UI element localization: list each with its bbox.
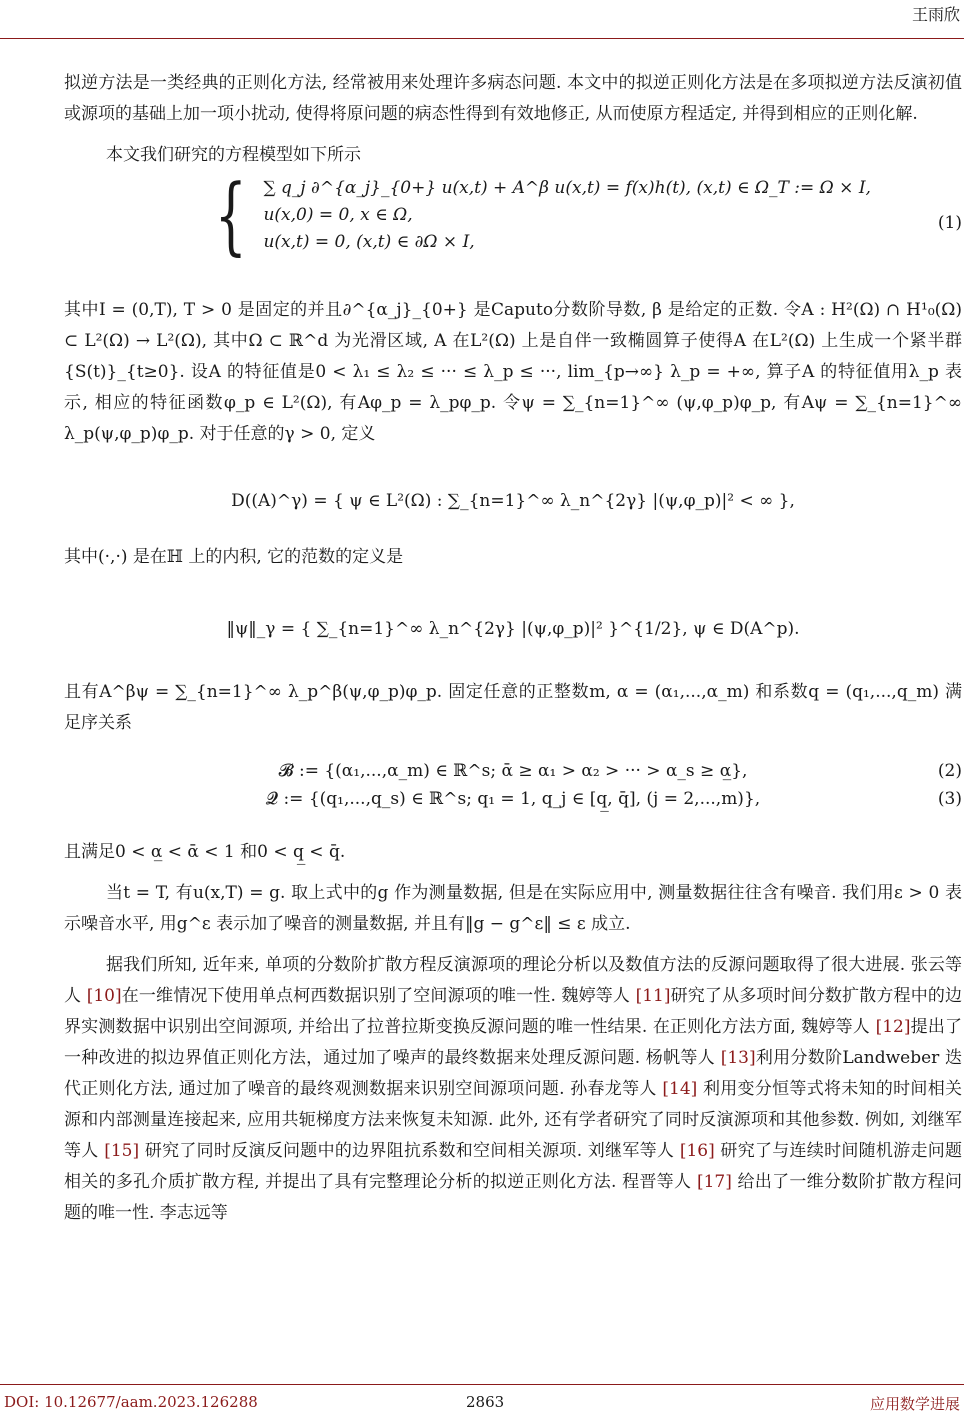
footer-page-number: 2863 [466,1393,505,1411]
paragraph-literature [64,950,962,1229]
citation-17[interactable]: [17] [696,1172,732,1192]
equation-2-number: (2) [937,761,962,781]
footer-doi-link[interactable]: DOI: 10.12677/aam.2023.126288 [4,1393,258,1411]
equation-3-number: (3) [937,789,962,809]
citation-15[interactable]: [15] [104,1141,140,1161]
equation-1-number: (1) [937,213,962,233]
equation-3-body: 𝓠 := {(q₁,...,q_s) ∈ ℝ^s; q₁ = 1, q_j ∈ [q̲, q̄], (j = 2,...,m)}, [265,789,761,809]
equation-1-line-2: u(x,0) = 0, x ∈ Ω, [263,204,413,225]
article-body [64,68,962,1229]
citation-12[interactable]: [12] [875,1017,911,1037]
footer-journal-link[interactable]: 应用数学进展 [869,1395,960,1413]
equation-1-line-3: u(x,t) = 0, (x,t) ∈ ∂Ω × I, [263,231,475,252]
literature-text-c: 研究了从多项时间分数扩散方程中的边界实测数据中识别出空间源项, 并给出了拉普拉斯变换反源问题的唯一性结果. 在正则化方法方面, 魏婷等人 [64,986,963,1037]
citation-13[interactable]: [13] [720,1048,756,1068]
header-divider [0,38,964,39]
citation-10[interactable]: [10] [86,986,122,1006]
citation-11[interactable]: [11] [635,986,671,1006]
footer-divider [0,1384,964,1385]
header-author: 王雨欣 [911,5,960,24]
literature-text-b: 在一维情况下使用单点柯西数据识别了空间源项的唯一性. 魏婷等人 [121,986,636,1006]
literature-text-e: 利用分数阶Landweber 迭代正则化方法, 通过加了噪音的最终观测数据来识别空间源项问题. 孙春龙等人 [64,1048,962,1099]
literature-text-a: 据我们所知, 近年来, 单项的分数阶扩散方程反演源项的理论分析以及数值方法的反源问题取得了很大进展. 张云等人 [64,955,962,1006]
paragraph-inner-product: 其中(·,·) 是在ℍ 上的内积, 它的范数的定义是 [64,547,404,567]
equation-3 [64,789,962,817]
literature-text-d: 提出了一种改进的拟边界值正则化方法，通过加了噪声的最终数据来处理反源问题. 杨帆等人 [64,1017,963,1068]
literature-text-i: 给出了一维分数阶扩散方程问题的唯一性. 李志远等 [64,1172,962,1223]
paragraph-condition: 且满足0 < α̲ < ᾱ < 1 和0 < q̲ < q̄. [64,842,346,862]
equation-2 [64,761,962,789]
equation-1 [64,166,962,281]
equation-2-body: 𝓑 := {(α₁,...,α_m) ∈ ℝ^s; ᾱ ≥ α₁ > α₂ > ··· > α_s ≥ α̲}, [278,761,748,781]
literature-text-g: 研究了同时反演反问题中的边界阻抗系数和空间相关源项. 刘继军等人 [139,1141,680,1161]
paragraph-operator-definition: 其中I = (0,T), T > 0 是固定的并且∂^{α_j}_{0+} 是Caputo分数阶导数, β 是给定的正数. 令A : H²(Ω) ∩ H¹₀(Ω) ⊂ L²(Ω) → L²(Ω), 其中Ω ⊂ ℝ^d 为光滑区域, A 在L²(Ω) 上是自伴一致椭圆算子使得A 在L²(Ω) 上生成一个紧半群{S(t)}_{t≥0}. 设A 的特征值是0 < λ₁ ≤ λ₂ ≤ ··· ≤ λ_p ≤ ···, lim_{p→∞} λ_p = +∞, 算子A 的特征值用λ_p 表示, 相应的特征函数φ_p ∈ L²(Ω), 有Aφ_p = λ_pφ_p. 令ψ = ∑_{n=1}^∞ (ψ,φ_p)φ_p, 有Aψ = ∑_{n=1}^∞ λ_p(ψ,φ_p)φ_p. 对于任意的γ > 0, 定义 [64,300,962,444]
citation-16[interactable]: [16] [679,1141,715,1161]
paragraph-model-intro: 本文我们研究的方程模型如下所示 [106,145,361,165]
paragraph-intro: 拟逆方法是一类经典的正则化方法, 经常被用来处理许多病态问题. 本文中的拟逆正则化方法是在多项拟逆方法反演初值或源项的基础上加一项小扰动, 使得将原问题的病态性得到有效地修正, 从而使原方程适定, 并得到相应的正则化解. [64,73,962,124]
equation-domain: D((A)^γ) = { ψ ∈ L²(Ω) : ∑_{n=1}^∞ λ_n^{2γ} |(ψ,φ_p)|² < ∞ }, [231,491,795,511]
equation-1-line-1: ∑ q_j ∂^{α_j}_{0+} u(x,t) + A^β u(x,t) = f(x)h(t), (x,t) ∈ Ω_T := Ω × I, [263,177,871,198]
paragraph-noise: 当t = T, 有u(x,T) = g. 取上式中的g 作为测量数据, 但是在实际应用中, 测量数据往往含有噪音. 我们用ε > 0 表示噪音水平, 用g^ε 表示加了噪音的测量数据, 并且有‖g − g^ε‖ ≤ ε 成立. [64,883,962,934]
literature-text-h: 研究了与连续时间随机游走问题相关的多孔介质扩散方程, 并提出了具有完整理论分析的拟逆正则化方法. 程晋等人 [64,1141,963,1192]
literature-text-f: 利用变分恒等式将未知的时间相关源和内部测量连接起来, 应用共轭梯度方法来恢复未知源. 此外, 还有学者研究了同时反演源项和其他参数. 例如, 刘继军等人 [64,1079,962,1161]
equation-norm: ‖ψ‖_γ = { ∑_{n=1}^∞ λ_n^{2γ} |(ψ,φ_p)|² }^{1/2}, ψ ∈ D(A^p). [226,619,800,639]
citation-14[interactable]: [14] [662,1079,698,1099]
left-brace: { [214,166,247,264]
paragraph-order-relation: 且有A^βψ = ∑_{n=1}^∞ λ_p^β(ψ,φ_p)φ_p. 固定任意的正整数m, α = (α₁,...,α_m) 和系数q = (q₁,...,q_m) 满足序关系 [64,682,962,733]
